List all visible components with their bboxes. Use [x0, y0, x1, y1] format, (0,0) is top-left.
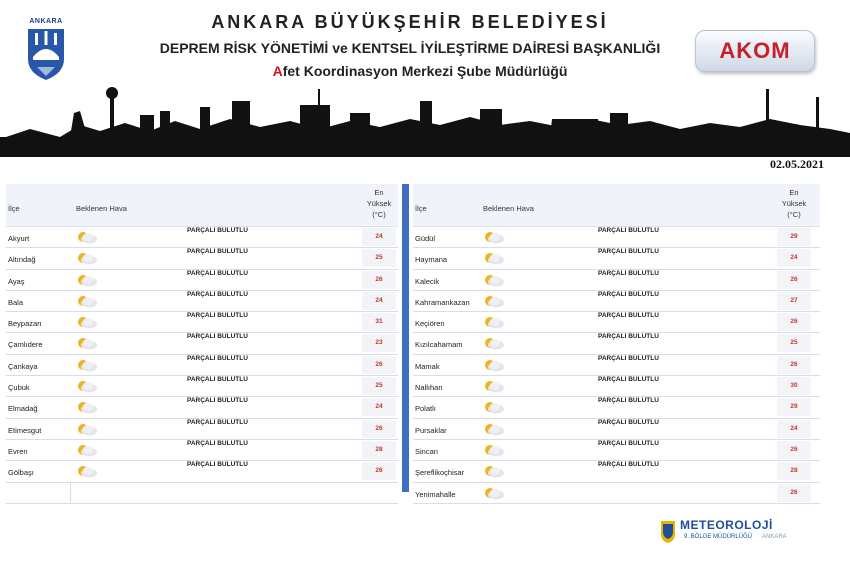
- high-temperature: 24: [362, 398, 396, 416]
- district-name: Sincan: [415, 446, 438, 456]
- high-temperature: 24: [777, 420, 811, 438]
- partly-cloudy-icon: [76, 251, 98, 270]
- district-name: Bala: [8, 297, 24, 307]
- weather-condition: PARÇALI BULUTLU: [187, 269, 248, 277]
- high-temperature: 25: [362, 249, 396, 267]
- district-name: Kahramankazan: [415, 297, 470, 307]
- weather-condition: PARÇALI BULUTLU: [598, 461, 659, 469]
- table-row: [6, 227, 398, 248]
- weather-condition: PARÇALI BULUTLU: [598, 376, 659, 384]
- district-name: Şereflikoçhisar: [415, 468, 465, 478]
- partly-cloudy-icon: [76, 443, 98, 462]
- high-temperature: 31: [362, 313, 396, 331]
- table-row: [413, 333, 820, 354]
- district-name: Keçiören: [415, 319, 445, 329]
- district-name: Elmadağ: [8, 404, 38, 414]
- table-row: [413, 270, 820, 291]
- high-temperature: 26: [362, 420, 396, 438]
- district-name: Yenimahalle: [415, 489, 456, 499]
- weather-condition: PARÇALI BULUTLU: [187, 418, 248, 426]
- weather-condition: PARÇALI BULUTLU: [187, 439, 248, 447]
- meteorology-sub: 9. BÖLGE MÜDÜRLÜĞÜ: [684, 534, 753, 540]
- table-row: [6, 419, 398, 440]
- weather-condition: PARÇALI BULUTLU: [598, 248, 659, 256]
- city-skyline: [0, 85, 850, 157]
- akom-badge: [695, 30, 815, 72]
- partly-cloudy-icon: [483, 358, 505, 377]
- table-body: [413, 227, 820, 504]
- weather-condition: PARÇALI BULUTLU: [598, 269, 659, 277]
- district-name: Altındağ: [8, 255, 36, 265]
- header-title: ANKARA BÜYÜKŞEHİR BELEDİYESİ: [211, 12, 609, 32]
- column-divider: [402, 184, 409, 492]
- high-temperature: 28: [777, 462, 811, 480]
- akom-label: AKOM: [719, 38, 791, 63]
- high-temperature: 23: [362, 334, 396, 352]
- table-row: [6, 461, 398, 482]
- district-name: Polatlı: [415, 404, 436, 414]
- district-name: Ayaş: [8, 276, 25, 286]
- high-temperature: 25: [362, 377, 396, 395]
- table-row: [6, 333, 398, 354]
- district-name: Etimesgut: [8, 425, 42, 435]
- partly-cloudy-icon: [76, 294, 98, 313]
- table-row: [413, 291, 820, 312]
- partly-cloudy-icon: [76, 336, 98, 355]
- table-row: [413, 355, 820, 376]
- partly-cloudy-icon: [76, 273, 98, 292]
- table-row: [6, 397, 398, 418]
- district-name: Güdül: [415, 234, 436, 243]
- weather-condition: PARÇALI BULUTLU: [187, 397, 248, 405]
- high-temperature: 25: [777, 334, 811, 352]
- partly-cloudy-icon: [483, 443, 505, 462]
- weather-condition: PARÇALI BULUTLU: [187, 227, 248, 234]
- partly-cloudy-icon: [483, 294, 505, 313]
- district-name: Pursaklar: [415, 425, 447, 435]
- weather-condition: PARÇALI BULUTLU: [598, 397, 659, 405]
- high-temperature: 26: [777, 271, 811, 289]
- partly-cloudy-icon: [76, 464, 98, 483]
- partly-cloudy-icon: [76, 358, 98, 377]
- table-header: [413, 184, 820, 227]
- high-temperature: 26: [777, 356, 811, 374]
- district-name: Gölbaşı: [8, 468, 34, 478]
- table-row: [6, 376, 398, 397]
- partly-cloudy-icon: [76, 315, 98, 334]
- district-name: Çankaya: [8, 361, 38, 371]
- logo-word: ANKARA: [29, 18, 63, 25]
- high-temperature: 28: [362, 441, 396, 459]
- ankara-logo: [22, 18, 70, 82]
- header-department: DEPREM RİSK YÖNETİMİ ve KENTSEL İYİLEŞTİRME DAİRESİ BAŞKANLIĞI: [159, 40, 661, 56]
- weather-condition: PARÇALI BULUTLU: [187, 248, 248, 256]
- weather-condition: PARÇALI BULUTLU: [187, 333, 248, 341]
- forecast-table-left: [6, 184, 398, 504]
- partly-cloudy-icon: [483, 336, 505, 355]
- partly-cloudy-icon: [483, 273, 505, 292]
- weather-condition: PARÇALI BULUTLU: [187, 354, 248, 362]
- col-high-temp: En Yüksek (°C): [366, 188, 392, 219]
- weather-condition: PARÇALI BULUTLU: [187, 290, 248, 298]
- header-office-rest: fet Koordinasyon Merkezi Şube Müdürlüğü: [282, 63, 568, 79]
- header-office-initial: A: [272, 63, 283, 79]
- district-name: Kalecik: [415, 276, 440, 286]
- district-name: Evren: [8, 446, 28, 456]
- col-high-temp: En Yüksek (°C): [781, 188, 807, 219]
- high-temperature: 26: [362, 462, 396, 480]
- table-row: [413, 397, 820, 418]
- high-temperature: 26: [362, 271, 396, 289]
- weather-condition: PARÇALI BULUTLU: [187, 312, 248, 320]
- high-temperature: 30: [777, 377, 811, 395]
- partly-cloudy-icon: [483, 400, 505, 419]
- col-expected-weather: Beklenen Hava: [76, 204, 127, 213]
- partly-cloudy-icon: [76, 400, 98, 419]
- district-name: Haymana: [415, 255, 448, 265]
- high-temperature: 24: [777, 249, 811, 267]
- forecast-table-right: [413, 184, 820, 504]
- table-body: [6, 227, 398, 483]
- table-row: [6, 248, 398, 269]
- high-temperature: 26: [777, 441, 811, 459]
- partly-cloudy-icon: [76, 379, 98, 398]
- partly-cloudy-icon: [483, 486, 505, 505]
- partly-cloudy-icon: [483, 379, 505, 398]
- col-expected-weather: Beklenen Hava: [483, 204, 534, 213]
- partly-cloudy-icon: [483, 464, 505, 483]
- weather-condition: PARÇALI BULUTLU: [187, 376, 248, 384]
- high-temperature: 24: [362, 228, 396, 246]
- weather-condition: PARÇALI BULUTLU: [598, 290, 659, 298]
- table-row: [6, 312, 398, 333]
- weather-condition: PARÇALI BULUTLU: [187, 461, 248, 469]
- col-district: İlçe: [415, 204, 427, 213]
- header-office: [230, 63, 610, 79]
- partly-cloudy-icon: [483, 251, 505, 270]
- table-row: [6, 270, 398, 291]
- meteorology-brand: METEOROLOJİ: [680, 518, 773, 532]
- high-temperature: 29: [777, 398, 811, 416]
- ankara-emblem-icon: [25, 27, 67, 81]
- weather-condition: PARÇALI BULUTLU: [598, 418, 659, 426]
- high-temperature: 26: [777, 484, 811, 502]
- district-name: Kızılcahamam: [415, 340, 463, 350]
- table-filler-row: [6, 483, 398, 504]
- partly-cloudy-icon: [76, 230, 98, 249]
- table-row: [413, 461, 820, 482]
- meteorology-city: ANKARA: [762, 534, 787, 540]
- partly-cloudy-icon: [483, 422, 505, 441]
- table-row: [6, 355, 398, 376]
- table-row: [413, 419, 820, 440]
- district-name: Beypazarı: [8, 319, 42, 329]
- weather-condition: PARÇALI BULUTLU: [598, 333, 659, 341]
- meteorology-logo: [660, 518, 810, 548]
- district-name: Çamlıdere: [8, 340, 43, 350]
- high-temperature: 29: [777, 228, 811, 246]
- table-row: [413, 227, 820, 248]
- weather-condition: PARÇALI BULUTLU: [598, 227, 659, 234]
- report-date: 02.05.2021: [770, 157, 824, 171]
- district-name: Nallıhan: [415, 383, 443, 393]
- high-temperature: 24: [362, 292, 396, 310]
- district-name: Akyurt: [8, 234, 30, 243]
- district-name: Mamak: [415, 361, 440, 371]
- table-row: [413, 312, 820, 333]
- meteorology-emblem-icon: [660, 520, 676, 544]
- high-temperature: 26: [777, 313, 811, 331]
- weather-condition: PARÇALI BULUTLU: [598, 312, 659, 320]
- table-row: [413, 440, 820, 461]
- col-district: İlçe: [8, 204, 20, 213]
- district-name: Çubuk: [8, 383, 30, 393]
- partly-cloudy-icon: [483, 230, 505, 249]
- weather-condition: PARÇALI BULUTLU: [598, 354, 659, 362]
- table-header: [6, 184, 398, 227]
- high-temperature: 27: [777, 292, 811, 310]
- partly-cloudy-icon: [483, 315, 505, 334]
- table-row: [413, 376, 820, 397]
- partly-cloudy-icon: [76, 422, 98, 441]
- weather-condition: PARÇALI BULUTLU: [598, 439, 659, 447]
- table-row: [413, 483, 820, 504]
- table-row: [413, 248, 820, 269]
- table-row: [6, 291, 398, 312]
- high-temperature: 26: [362, 356, 396, 374]
- table-row: [6, 440, 398, 461]
